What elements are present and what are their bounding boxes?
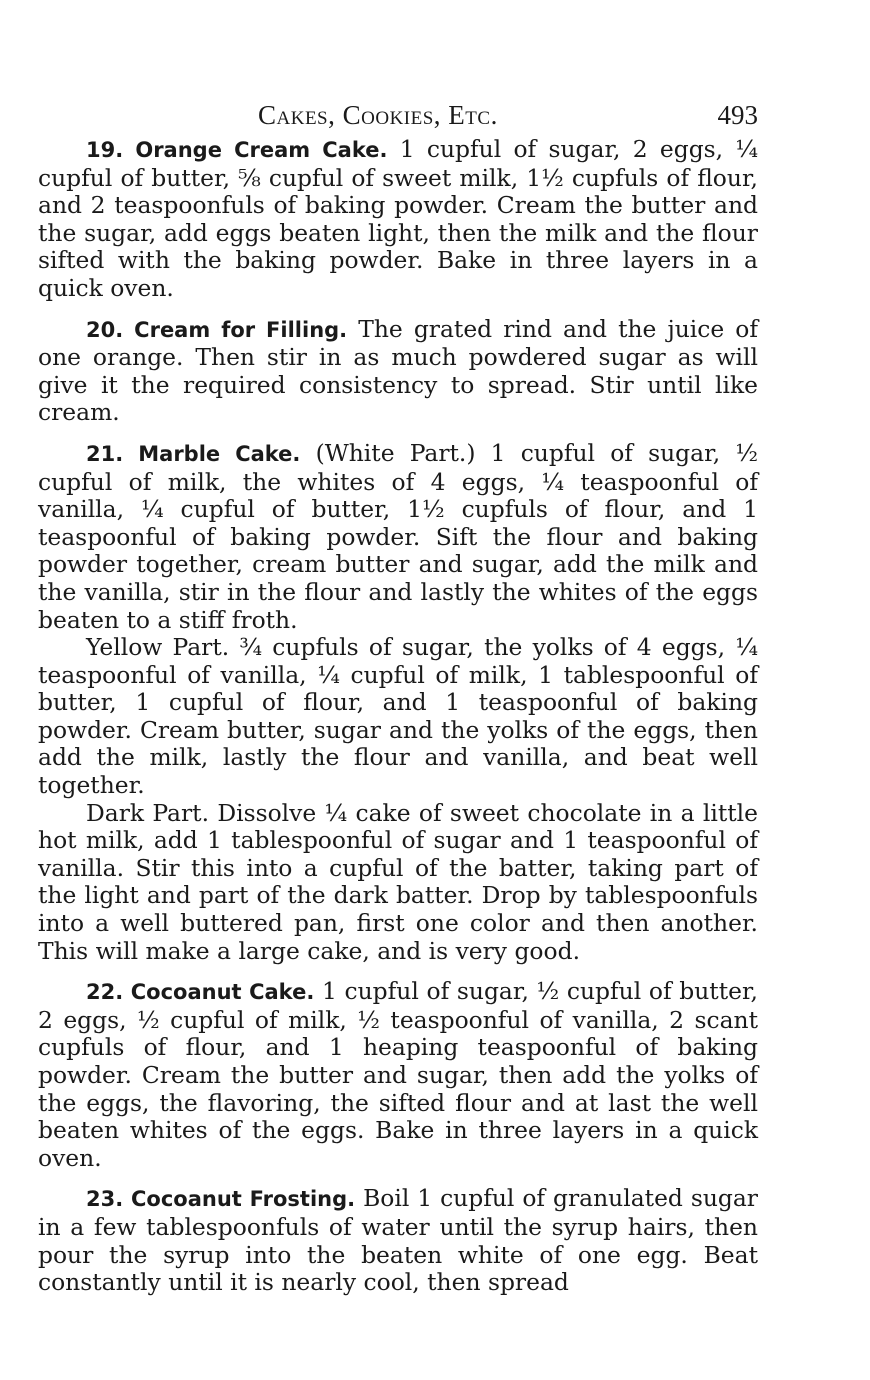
recipe-title: Marble Cake. [138, 441, 301, 466]
recipe-text: Yellow Part. ¾ cupfuls of sugar, the yolks of 4 eggs, ¼ teaspoonful of vanilla, ¼ cupful of milk, 1 tablespoonful of butter, 1 cupful of flour, and 1 teaspoonful of baking powder. Cream butter, sugar and the yolks of the eggs, then add the milk, lastly the flour and vanilla, and beat well together. [38, 633, 758, 800]
recipe-21 [38, 440, 758, 965]
recipe-number: 21. [86, 441, 124, 466]
recipe-heading [86, 1187, 355, 1211]
book-page [38, 96, 758, 1297]
chapter-title: Cakes, Cookies, Etc. [258, 100, 498, 130]
recipe-paragraph-dark-part [38, 800, 758, 966]
recipe-19 [38, 136, 758, 303]
recipe-heading [86, 980, 314, 1004]
recipe-paragraph-yellow-part [38, 634, 758, 800]
recipe-title: Cocoanut Cake. [130, 980, 315, 1005]
recipe-title: Cocoanut Frosting. [131, 1187, 356, 1212]
recipe-heading [86, 138, 387, 162]
recipe-heading [86, 442, 300, 466]
recipe-paragraph [38, 316, 758, 427]
recipe-number: 22. [86, 980, 124, 1005]
recipe-20 [38, 316, 758, 427]
recipe-number: 20. [86, 317, 124, 342]
recipe-heading [86, 318, 347, 342]
recipe-text: 1 cupful of sugar, 2 eggs, ¼ cupful of butter, ⅝ cupful of sweet milk, 1½ cupfuls of flour, and 2 teaspoonfuls of baking powder. Cream the butter and the sugar, add eggs beaten light, then the milk and the flour sifted with the baking powder. Bake in three layers in a quick oven. [38, 135, 759, 302]
recipe-text: 1 cupful of sugar, ½ cupful of butter, 2 eggs, ½ cupful of milk, ½ teaspoonful of vanilla, 2 scant cupfuls of flour, and 1 heaping teaspoonful of baking powder. Cream the butter and sugar, then add the yolks of the eggs, the flavoring, the sifted flour and at last the well beaten whites of the eggs. Bake in three layers in a quick oven. [38, 977, 758, 1172]
running-header [38, 96, 758, 136]
recipe-number: 23. [86, 1187, 124, 1212]
recipe-number: 19. [86, 138, 124, 162]
page-number: 493 [717, 100, 758, 130]
recipe-paragraph [38, 978, 758, 1172]
recipe-text: The grated rind and the juice of one orange. Then stir in as much powdered sugar as will give it the required consistency to spread. Stir until like cream. [38, 314, 759, 427]
recipe-23 [38, 1185, 758, 1296]
recipe-paragraph [38, 440, 758, 634]
recipe-title: Cream for Filling. [134, 317, 348, 342]
recipe-text: Boil 1 cupful of granulated sugar in a few tablespoonfuls of water until the syrup hairs, then pour the syrup into the beaten white of one egg. Beat constantly until it is nearly cool, then spread [38, 1184, 758, 1297]
recipe-paragraph [38, 136, 758, 303]
recipe-text: (White Part.) 1 cupful of sugar, ½ cupful of milk, the whites of 4 eggs, ¼ teaspoonful of vanilla, ¼ cupful of butter, 1½ cupfuls of flour, and 1 teaspoonful of baking powder. Sift the flour and baking powder together, cream butter and sugar, add the milk and the vanilla, stir in the flour and lastly the whites of the eggs beaten to a stiff froth. [38, 438, 758, 634]
recipe-text: Dark Part. Dissolve ¼ cake of sweet chocolate in a little hot milk, add 1 tablespoonful of sugar and 1 teaspoonful of vanilla. Stir this into a cupful of the batter, taking part of the light and part of the dark batter. Drop by tablespoonfuls into a well buttered pan, first one color and then another. This will make a large cake, and is very good. [38, 798, 758, 965]
recipe-paragraph [38, 1185, 758, 1296]
recipe-title: Orange Cream Cake. [135, 138, 388, 162]
recipe-22 [38, 978, 758, 1172]
